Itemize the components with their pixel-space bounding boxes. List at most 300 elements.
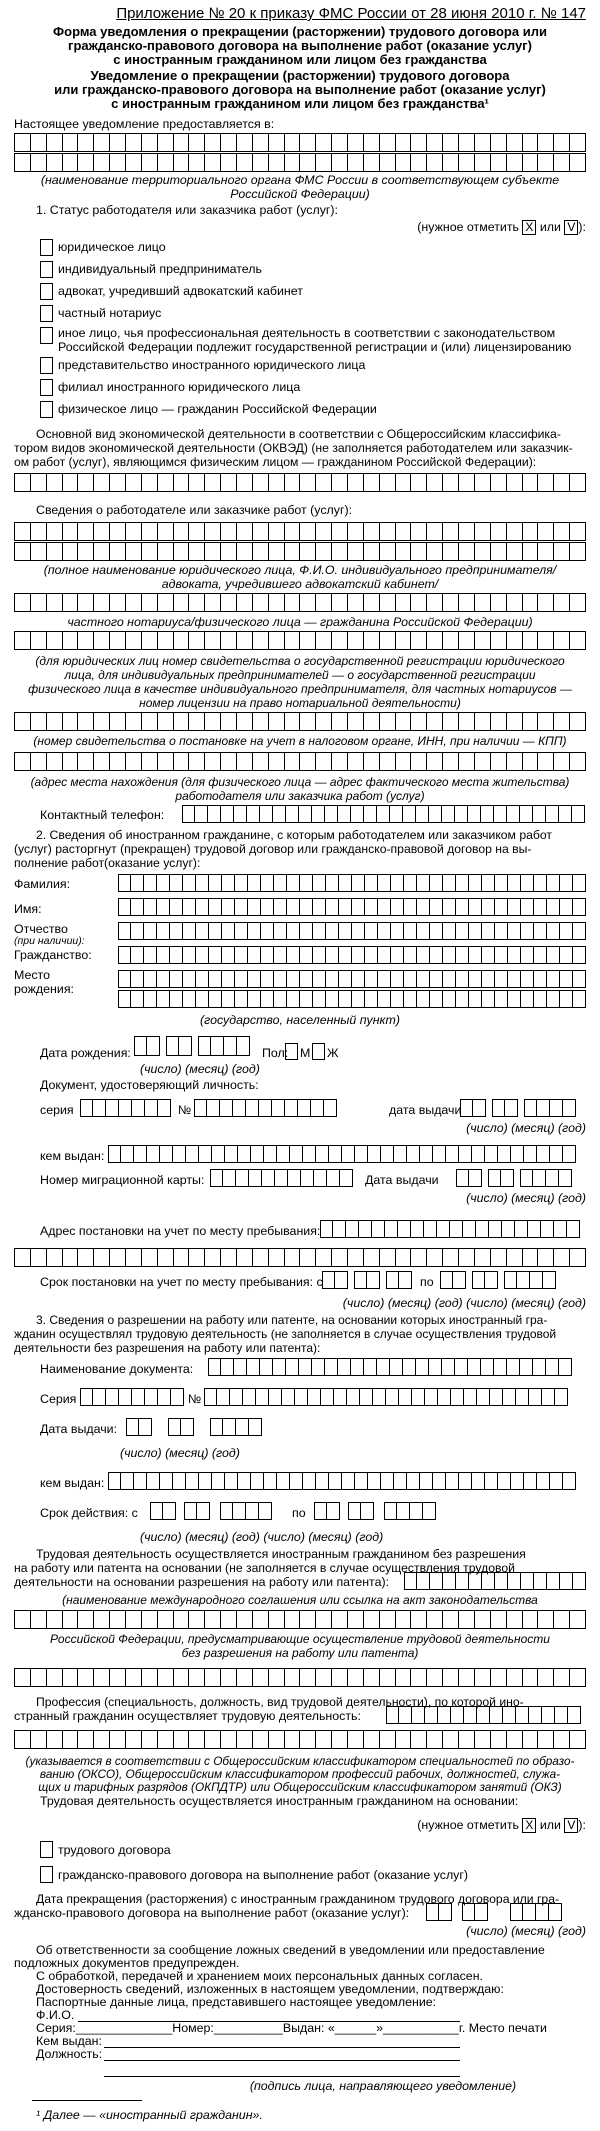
field-cell[interactable] [459, 1472, 472, 1490]
permit-from-day-field[interactable] [150, 1502, 176, 1520]
field-cell[interactable] [189, 1610, 205, 1629]
field-cell[interactable] [523, 522, 539, 541]
field-cell[interactable] [221, 593, 237, 612]
field-cell[interactable] [443, 522, 459, 541]
field-cell[interactable] [131, 946, 144, 964]
field-cell[interactable] [237, 712, 253, 731]
field-cell[interactable] [380, 1610, 396, 1629]
field-cell[interactable] [339, 946, 352, 964]
field-cell[interactable] [237, 153, 253, 172]
field-cell[interactable] [443, 1610, 459, 1629]
field-cell[interactable] [63, 153, 79, 172]
field-cell[interactable] [459, 1145, 472, 1163]
field-cell[interactable] [14, 1668, 31, 1687]
field-cell[interactable] [368, 1145, 381, 1163]
field-cell[interactable] [570, 1610, 586, 1629]
field-cell[interactable] [253, 153, 269, 172]
field-cell[interactable] [174, 1730, 190, 1749]
field-cell[interactable] [221, 1610, 237, 1629]
field-cell[interactable] [554, 1220, 567, 1238]
field-cell[interactable] [335, 1271, 348, 1289]
field-cell[interactable] [316, 712, 332, 731]
field-cell[interactable] [316, 1730, 332, 1749]
field-cell[interactable] [223, 1169, 236, 1187]
field-cell[interactable] [300, 153, 316, 172]
field-cell[interactable] [275, 1169, 288, 1187]
field-cell[interactable] [404, 1572, 417, 1590]
field-cell[interactable] [386, 1271, 399, 1289]
field-cell[interactable] [572, 805, 585, 823]
field-cell[interactable] [237, 1730, 253, 1749]
field-cell[interactable] [396, 1610, 412, 1629]
field-cell[interactable] [380, 593, 396, 612]
field-cell[interactable] [348, 133, 364, 152]
field-cell[interactable] [411, 1730, 427, 1749]
field-cell[interactable] [521, 946, 534, 964]
field-cell[interactable] [303, 1145, 316, 1163]
field-cell[interactable] [521, 922, 534, 940]
field-cell[interactable] [253, 1610, 269, 1629]
field-cell[interactable] [359, 1220, 372, 1238]
field-cell[interactable] [196, 970, 209, 988]
field-cell[interactable] [110, 712, 126, 731]
field-cell[interactable] [290, 1145, 303, 1163]
field-cell[interactable] [510, 1903, 523, 1921]
field-cell[interactable] [63, 1730, 79, 1749]
field-cell[interactable] [523, 1610, 539, 1629]
field-cell[interactable] [348, 1730, 364, 1749]
field-cell[interactable] [396, 1248, 412, 1267]
field-cell[interactable] [93, 1099, 106, 1117]
surname-field[interactable] [118, 874, 586, 892]
permit-to-day-field[interactable] [314, 1502, 340, 1520]
field-cell[interactable] [285, 1610, 301, 1629]
field-cell[interactable] [157, 898, 170, 916]
field-cell[interactable] [31, 752, 47, 771]
field-cell[interactable] [118, 922, 131, 940]
field-cell[interactable] [272, 1099, 285, 1117]
address-field[interactable] [14, 752, 586, 771]
sex-female-checkbox[interactable] [312, 1043, 325, 1060]
field-cell[interactable] [158, 1668, 174, 1687]
field-cell[interactable] [386, 1706, 399, 1724]
field-cell[interactable] [472, 1472, 485, 1490]
field-cell[interactable] [106, 1099, 119, 1117]
field-cell[interactable] [469, 874, 482, 892]
field-cell[interactable] [459, 593, 475, 612]
field-cell[interactable] [430, 898, 443, 916]
field-cell[interactable] [573, 946, 586, 964]
position-line[interactable] [104, 2060, 460, 2061]
field-cell[interactable] [94, 1730, 110, 1749]
employer-name-field-3[interactable] [14, 593, 586, 612]
field-cell[interactable] [554, 1668, 570, 1687]
field-cell[interactable] [508, 1572, 521, 1590]
field-cell[interactable] [174, 631, 190, 650]
field-cell[interactable] [570, 1668, 586, 1687]
field-cell[interactable] [492, 1099, 505, 1117]
field-cell[interactable] [253, 133, 269, 152]
field-cell[interactable] [524, 1472, 537, 1490]
field-cell[interactable] [234, 805, 247, 823]
field-cell[interactable] [189, 593, 205, 612]
field-cell[interactable] [411, 522, 427, 541]
field-cell[interactable] [417, 922, 430, 940]
field-cell[interactable] [285, 153, 301, 172]
field-cell[interactable] [110, 1610, 126, 1629]
field-cell[interactable] [469, 922, 482, 940]
field-cell[interactable] [364, 593, 380, 612]
field-cell[interactable] [158, 752, 174, 771]
field-cell[interactable] [186, 1145, 199, 1163]
field-cell[interactable] [570, 593, 586, 612]
field-cell[interactable] [222, 898, 235, 916]
field-cell[interactable] [469, 1169, 482, 1187]
field-cell[interactable] [507, 631, 523, 650]
field-cell[interactable] [394, 1145, 407, 1163]
field-cell[interactable] [475, 1903, 488, 1921]
field-cell[interactable] [300, 752, 316, 771]
field-cell[interactable] [396, 1668, 412, 1687]
field-cell[interactable] [118, 874, 131, 892]
field-cell[interactable] [412, 1706, 425, 1724]
stay-to-month-field[interactable] [472, 1271, 498, 1289]
field-cell[interactable] [253, 593, 269, 612]
field-cell[interactable] [430, 946, 443, 964]
field-cell[interactable] [212, 1472, 225, 1490]
field-cell[interactable] [396, 542, 412, 561]
field-cell[interactable] [378, 898, 391, 916]
field-cell[interactable] [488, 1169, 501, 1187]
field-cell[interactable] [221, 133, 237, 152]
stay-from-month-field[interactable] [354, 1271, 380, 1289]
field-cell[interactable] [78, 522, 94, 541]
field-cell[interactable] [78, 542, 94, 561]
field-cell[interactable] [427, 1610, 443, 1629]
field-cell[interactable] [31, 473, 47, 492]
field-cell[interactable] [515, 1220, 528, 1238]
field-cell[interactable] [110, 752, 126, 771]
field-cell[interactable] [31, 1248, 47, 1267]
field-cell[interactable] [47, 133, 63, 152]
field-cell[interactable] [475, 752, 491, 771]
field-cell[interactable] [570, 1248, 586, 1267]
field-cell[interactable] [326, 922, 339, 940]
field-cell[interactable] [568, 1706, 581, 1724]
field-cell[interactable] [274, 990, 287, 1008]
field-cell[interactable] [468, 805, 481, 823]
field-cell[interactable] [285, 522, 301, 541]
field-cell[interactable] [516, 1388, 529, 1406]
field-cell[interactable] [508, 990, 521, 1008]
field-cell[interactable] [339, 990, 352, 1008]
field-cell[interactable] [475, 133, 491, 152]
id-issue-day-field[interactable] [460, 1099, 486, 1117]
field-cell[interactable] [396, 752, 412, 771]
field-cell[interactable] [47, 1248, 63, 1267]
field-cell[interactable] [538, 1730, 554, 1749]
field-cell[interactable] [534, 874, 547, 892]
field-cell[interactable] [204, 1388, 217, 1406]
field-cell[interactable] [391, 922, 404, 940]
field-cell[interactable] [352, 898, 365, 916]
field-cell[interactable] [443, 473, 459, 492]
field-cell[interactable] [93, 1388, 106, 1406]
field-cell[interactable] [131, 922, 144, 940]
field-cell[interactable] [287, 946, 300, 964]
field-cell[interactable] [475, 1668, 491, 1687]
field-cell[interactable] [511, 1145, 524, 1163]
field-cell[interactable] [427, 752, 443, 771]
field-cell[interactable] [248, 990, 261, 1008]
field-cell[interactable] [391, 874, 404, 892]
field-cell[interactable] [314, 1502, 327, 1520]
field-cell[interactable] [427, 522, 443, 541]
field-cell[interactable] [282, 1388, 295, 1406]
field-cell[interactable] [63, 1668, 79, 1687]
field-cell[interactable] [157, 990, 170, 1008]
field-cell[interactable] [205, 593, 221, 612]
field-cell[interactable] [348, 1502, 361, 1520]
field-cell[interactable] [365, 970, 378, 988]
field-cell[interactable] [110, 542, 126, 561]
field-cell[interactable] [332, 473, 348, 492]
field-cell[interactable] [119, 1388, 132, 1406]
field-cell[interactable] [547, 1572, 560, 1590]
field-cell[interactable] [427, 631, 443, 650]
field-cell[interactable] [361, 1502, 374, 1520]
field-cell[interactable] [481, 1358, 494, 1376]
field-cell[interactable] [534, 946, 547, 964]
field-cell[interactable] [533, 1169, 546, 1187]
field-cell[interactable] [144, 898, 157, 916]
field-cell[interactable] [63, 1248, 79, 1267]
field-cell[interactable] [547, 946, 560, 964]
field-cell[interactable] [380, 153, 396, 172]
field-cell[interactable] [189, 522, 205, 541]
field-cell[interactable] [364, 805, 377, 823]
field-cell[interactable] [253, 473, 269, 492]
stay-from-day-field[interactable] [322, 1271, 348, 1289]
field-cell[interactable] [184, 1502, 197, 1520]
field-cell[interactable] [327, 1169, 340, 1187]
field-cell[interactable] [538, 133, 554, 152]
field-cell[interactable] [547, 898, 560, 916]
field-cell[interactable] [517, 1271, 530, 1289]
stay-to-day-field[interactable] [440, 1271, 466, 1289]
field-cell[interactable] [145, 1099, 158, 1117]
field-cell[interactable] [424, 1220, 437, 1238]
stay-address-field[interactable] [320, 1220, 580, 1238]
field-cell[interactable] [378, 922, 391, 940]
field-cell[interactable] [14, 1730, 31, 1749]
field-cell[interactable] [560, 922, 573, 940]
field-cell[interactable] [261, 874, 274, 892]
field-cell[interactable] [220, 1502, 233, 1520]
field-cell[interactable] [47, 752, 63, 771]
field-cell[interactable] [197, 1502, 210, 1520]
field-cell[interactable] [14, 473, 31, 492]
field-cell[interactable] [404, 990, 417, 1008]
field-cell[interactable] [416, 1358, 429, 1376]
field-cell[interactable] [523, 712, 539, 731]
field-cell[interactable] [397, 1502, 410, 1520]
field-cell[interactable] [332, 1248, 348, 1267]
field-cell[interactable] [396, 1730, 412, 1749]
field-cell[interactable] [491, 1610, 507, 1629]
field-cell[interactable] [530, 1271, 543, 1289]
field-cell[interactable] [332, 631, 348, 650]
field-cell[interactable] [427, 153, 443, 172]
field-cell[interactable] [456, 946, 469, 964]
field-cell[interactable] [507, 153, 523, 172]
field-cell[interactable] [570, 153, 586, 172]
field-cell[interactable] [47, 712, 63, 731]
field-cell[interactable] [158, 1099, 171, 1117]
field-cell[interactable] [221, 805, 234, 823]
field-cell[interactable] [63, 712, 79, 731]
field-cell[interactable] [443, 712, 459, 731]
field-cell[interactable] [469, 970, 482, 988]
field-cell[interactable] [31, 153, 47, 172]
field-cell[interactable] [559, 1358, 572, 1376]
field-cell[interactable] [208, 805, 221, 823]
field-cell[interactable] [205, 631, 221, 650]
field-cell[interactable] [482, 946, 495, 964]
field-cell[interactable] [158, 1388, 171, 1406]
field-cell[interactable] [456, 1572, 469, 1590]
permit-from-month-field[interactable] [184, 1502, 210, 1520]
field-cell[interactable] [380, 522, 396, 541]
field-cell[interactable] [225, 1145, 238, 1163]
field-cell[interactable] [446, 1472, 459, 1490]
field-cell[interactable] [523, 1248, 539, 1267]
field-cell[interactable] [322, 1271, 335, 1289]
field-cell[interactable] [542, 1388, 555, 1406]
field-cell[interactable] [221, 1730, 237, 1749]
field-cell[interactable] [459, 631, 475, 650]
field-cell[interactable] [508, 946, 521, 964]
field-cell[interactable] [189, 153, 205, 172]
field-cell[interactable] [538, 593, 554, 612]
field-cell[interactable] [119, 1099, 132, 1117]
field-cell[interactable] [287, 970, 300, 988]
field-cell[interactable] [157, 970, 170, 988]
field-cell[interactable] [205, 473, 221, 492]
field-cell[interactable] [560, 970, 573, 988]
field-cell[interactable] [348, 1248, 364, 1267]
field-cell[interactable] [195, 805, 208, 823]
field-cell[interactable] [131, 898, 144, 916]
field-cell[interactable] [121, 1145, 134, 1163]
field-cell[interactable] [485, 1145, 498, 1163]
field-cell[interactable] [94, 752, 110, 771]
permit-doc-name-field[interactable] [208, 1358, 572, 1376]
field-cell[interactable] [348, 153, 364, 172]
field-cell[interactable] [14, 752, 31, 771]
field-cell[interactable] [31, 631, 47, 650]
id-issue-month-field[interactable] [492, 1099, 518, 1117]
field-cell[interactable] [285, 133, 301, 152]
field-cell[interactable] [286, 805, 299, 823]
signature-line[interactable] [104, 2076, 460, 2077]
citizenship-field[interactable] [118, 946, 586, 964]
field-cell[interactable] [494, 805, 507, 823]
field-cell[interactable] [547, 990, 560, 1008]
field-cell[interactable] [94, 593, 110, 612]
field-cell[interactable] [443, 593, 459, 612]
field-cell[interactable] [443, 922, 456, 940]
field-cell[interactable] [442, 1358, 455, 1376]
field-cell[interactable] [403, 1358, 416, 1376]
field-cell[interactable] [326, 990, 339, 1008]
field-cell[interactable] [31, 1668, 47, 1687]
field-cell[interactable] [346, 1220, 359, 1238]
field-cell[interactable] [567, 1220, 580, 1238]
field-cell[interactable] [507, 133, 523, 152]
field-cell[interactable] [110, 133, 126, 152]
field-cell[interactable] [385, 1220, 398, 1238]
field-cell[interactable] [550, 1099, 563, 1117]
field-cell[interactable] [462, 1903, 475, 1921]
field-cell[interactable] [364, 542, 380, 561]
basis-civil-checkbox[interactable] [40, 1866, 53, 1883]
field-cell[interactable] [443, 1730, 459, 1749]
field-cell[interactable] [534, 1572, 547, 1590]
phone-field[interactable] [182, 805, 585, 823]
field-cell[interactable] [491, 593, 507, 612]
field-cell[interactable] [459, 1610, 475, 1629]
field-cell[interactable] [554, 1730, 570, 1749]
field-cell[interactable] [573, 1572, 586, 1590]
field-cell[interactable] [126, 631, 142, 650]
field-cell[interactable] [570, 473, 586, 492]
field-cell[interactable] [523, 752, 539, 771]
field-cell[interactable] [313, 946, 326, 964]
field-cell[interactable] [298, 1099, 311, 1117]
field-cell[interactable] [459, 473, 475, 492]
field-cell[interactable] [534, 922, 547, 940]
field-cell[interactable] [570, 133, 586, 152]
field-cell[interactable] [427, 712, 443, 731]
field-cell[interactable] [198, 1036, 211, 1056]
field-cell[interactable] [260, 805, 273, 823]
field-cell[interactable] [221, 1668, 237, 1687]
field-cell[interactable] [157, 922, 170, 940]
field-cell[interactable] [183, 946, 196, 964]
field-cell[interactable] [399, 1388, 412, 1406]
field-cell[interactable] [63, 752, 79, 771]
treaty-field[interactable] [14, 1610, 586, 1629]
field-cell[interactable] [325, 1358, 338, 1376]
field-cell[interactable] [326, 946, 339, 964]
field-cell[interactable] [186, 1472, 199, 1490]
field-cell[interactable] [475, 542, 491, 561]
field-cell[interactable] [464, 1388, 477, 1406]
field-cell[interactable] [411, 593, 427, 612]
field-cell[interactable] [78, 473, 94, 492]
field-cell[interactable] [570, 1730, 586, 1749]
field-cell[interactable] [238, 1145, 251, 1163]
field-cell[interactable] [348, 473, 364, 492]
field-cell[interactable] [469, 990, 482, 1008]
field-cell[interactable] [94, 473, 110, 492]
field-cell[interactable] [251, 1472, 264, 1490]
field-cell[interactable] [554, 631, 570, 650]
field-cell[interactable] [320, 1220, 333, 1238]
field-cell[interactable] [507, 1248, 523, 1267]
field-cell[interactable] [380, 133, 396, 152]
